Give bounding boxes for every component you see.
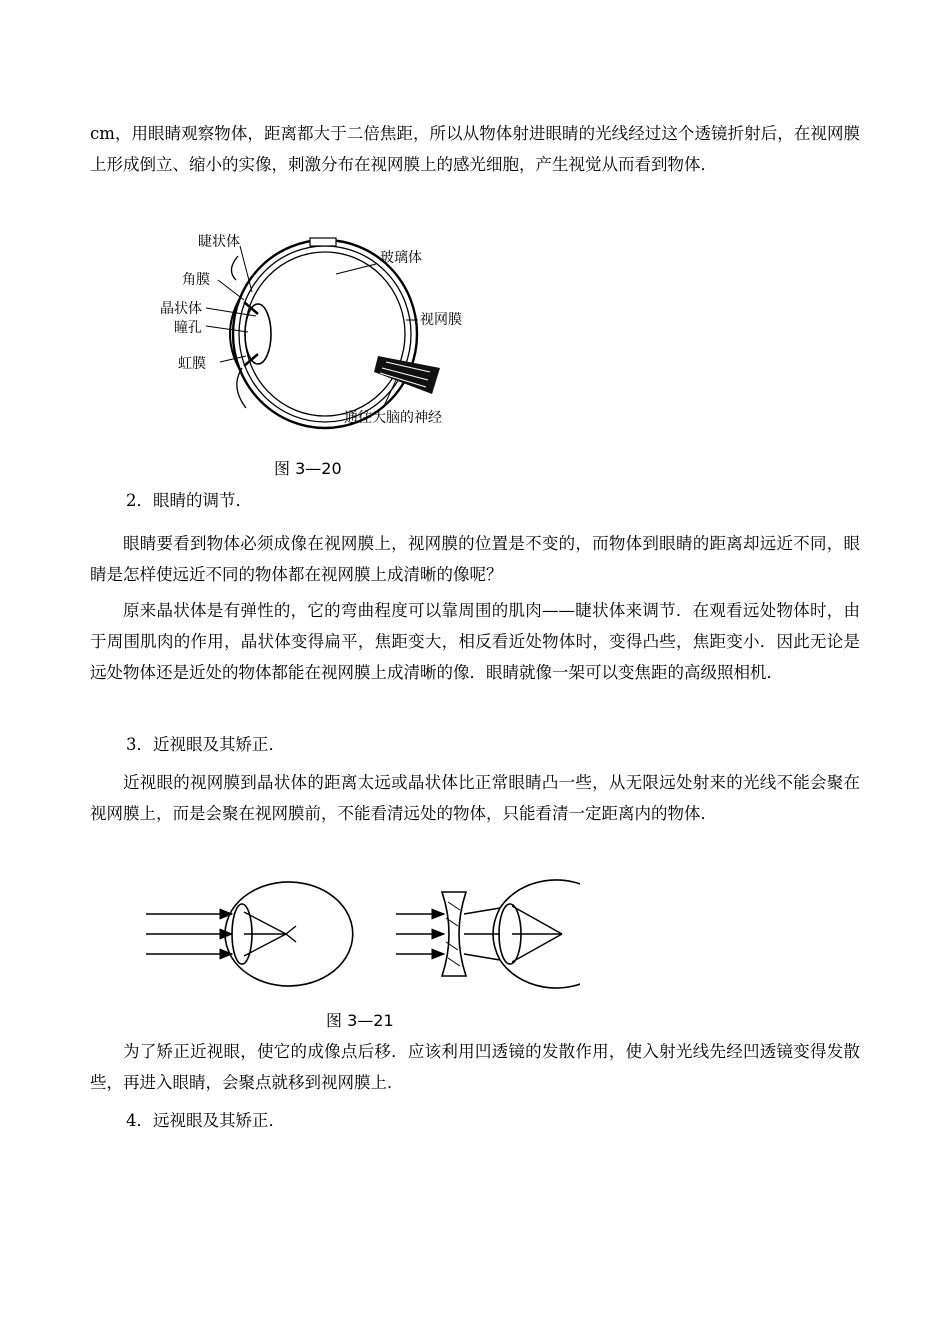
paragraph-adjustment-question: 眼睛要看到物体必须成像在视网膜上，视网膜的位置是不变的，而物体到眼睛的距离却远近不同，眼睛是怎样使远近不同的物体都在视网膜上成清晰的像呢？ bbox=[90, 534, 860, 584]
label-pupil: 瞳孔 bbox=[174, 320, 202, 336]
heading-eye-adjustment: 2．眼睛的调节． bbox=[126, 491, 252, 510]
optic-nerve bbox=[374, 356, 440, 394]
sclera-outline bbox=[233, 240, 417, 428]
concave-lens bbox=[442, 892, 466, 976]
upper-lid bbox=[231, 256, 238, 280]
label-vitreous: 玻璃体 bbox=[380, 250, 422, 266]
eye-muscle-top bbox=[310, 238, 336, 246]
label-retina: 视网膜 bbox=[420, 312, 462, 328]
paragraph-myopia-cause: 近视眼的视网膜到晶状体的距离太远或晶状体比正常眼睛凸一些，从无限远处射来的光线不能会聚在视网膜上，而是会聚在视网膜前，不能看清远处的物体，只能看清一定距离内的物体． bbox=[90, 773, 860, 823]
corrected-rays bbox=[396, 906, 562, 962]
label-cornea: 角膜 bbox=[182, 272, 210, 288]
figure-3-21-caption: 图 3—21 bbox=[326, 1011, 394, 1030]
paragraph-lens-elasticity: 原来晶状体是有弹性的，它的弯曲程度可以靠周围的肌肉——睫状体来调节．在观看远处物体时，由于周围肌肉的作用，晶状体变得扁平，焦距变大，相反看近处物体时，变得凸些，焦距变小．因此无论是远处物体还是近处的物体都能在视网膜上成清晰的像．眼睛就像一架可以变焦距的高级照相机． bbox=[90, 601, 860, 682]
retina-outline bbox=[245, 252, 405, 416]
label-lens: 晶状体 bbox=[160, 301, 202, 317]
heading-myopia: 3．近视眼及其矫正． bbox=[126, 735, 285, 754]
label-iris: 虹膜 bbox=[178, 356, 206, 372]
eye-anatomy-diagram bbox=[160, 222, 490, 442]
choroid-outline bbox=[239, 246, 411, 422]
paragraph-myopia-correction: 为了矫正近视眼，使它的成像点后移．应该利用凹透镜的发散作用，使入射光线先经凹透镜变得发散些，再进入眼睛，会聚点就移到视网膜上． bbox=[90, 1042, 860, 1092]
myopia-correction-diagram bbox=[140, 872, 580, 1002]
paragraph-intro: cm，用眼睛观察物体，距离都大于二倍焦距，所以从物体射进眼睛的光线经过这个透镜折射后，在视网膜上形成倒立、缩小的实像，刺激分布在视网膜上的感光细胞，产生视觉从而看到物体． bbox=[90, 124, 860, 174]
label-nerve: 通往大脑的神经 bbox=[344, 410, 442, 426]
myopic-rays bbox=[146, 912, 296, 956]
figure-3-20-caption: 图 3—20 bbox=[274, 459, 342, 478]
label-ciliary: 睫状体 bbox=[198, 234, 240, 250]
iris-shape bbox=[244, 302, 258, 366]
heading-hyperopia: 4．远视眼及其矫正． bbox=[126, 1111, 285, 1130]
